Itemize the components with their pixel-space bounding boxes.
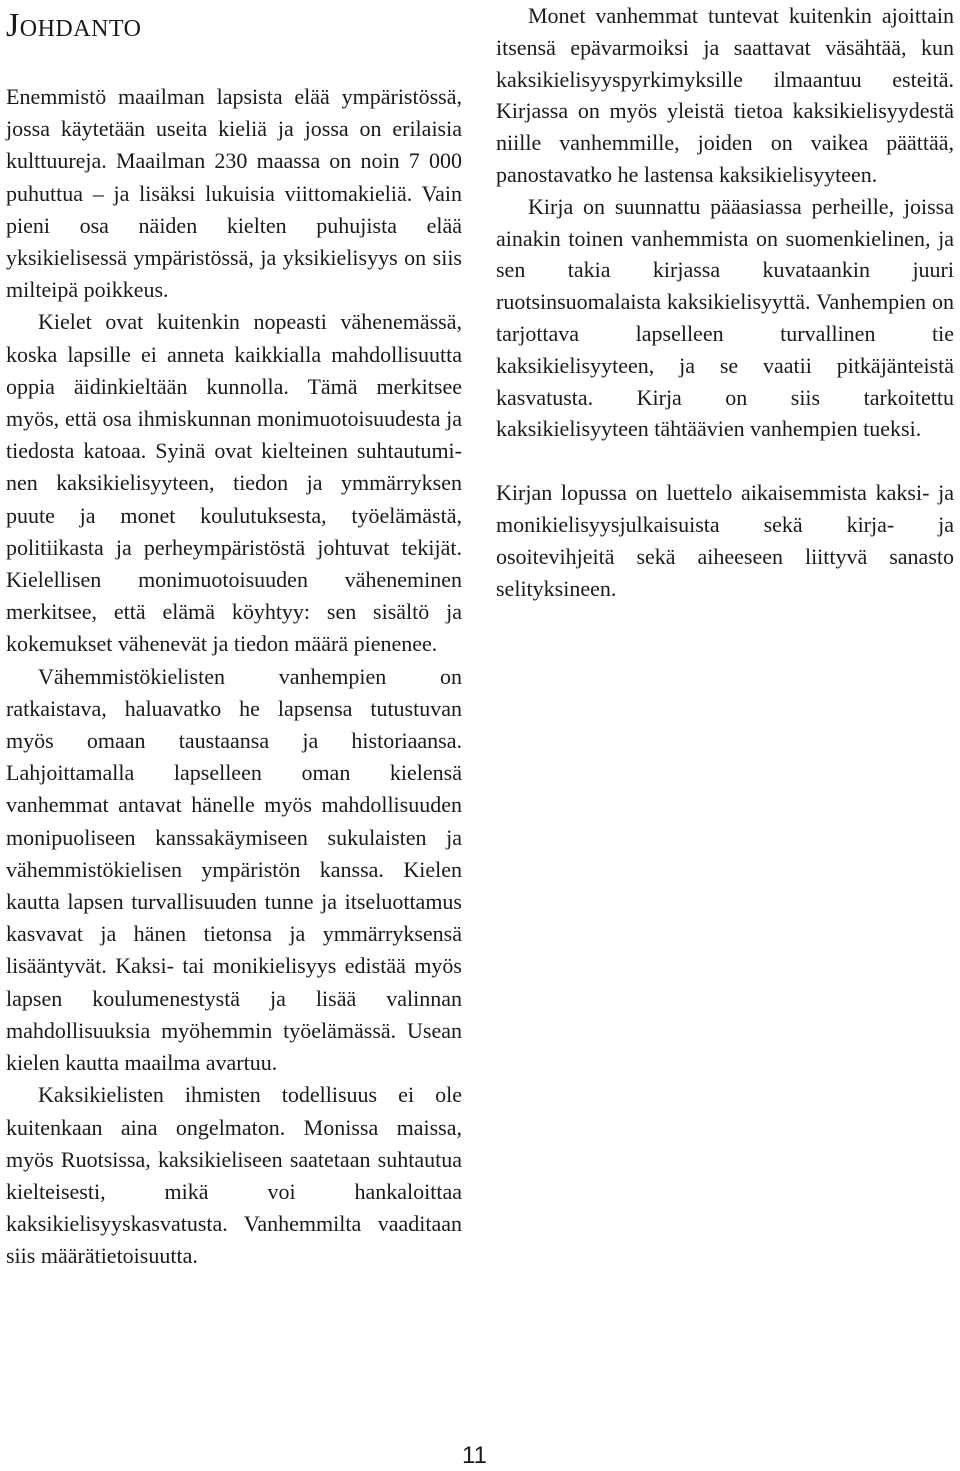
right-paragraph-3: Kirjan lopussa on luettelo aikaisemmista kaksi- ja monikielisyysjulkaisuista sekä kirja- ja osoitevihjeitä sekä aiheeseen liittyvä sanasto selityksineen.	[496, 480, 954, 601]
chapter-title	[6, 2, 462, 53]
right-paragraph-2: Kirja on suunnattu pääasiassa perheille, joissa ainakin toinen vanhemmista on suomenkielinen, ja sen takia kirjassa kuvataankin juuri ruotsinsuomalaista kaksikielisyyttä. Vanhempien on tarjottava lapselleen turvallinen tie kaksikielisyyteen, ja se vaatii pitkäjänteistä kasvatusta. Kirja on siis tarkoitettu kaksikielisyyteen tähtäävien vanhempien tueksi.	[496, 193, 954, 442]
chapter-title-initial: J	[6, 7, 20, 44]
left-paragraph-2: Kielet ovat kuitenkin nopeasti vähenemässä, koska lapsille ei anneta kaikkialla mahdollisuutta oppia äidinkieltään kunnolla. Tämä merkitsee myös, että osa ihmiskunnan monimuotoisuudesta ja tiedosta katoaa. Syinä ovat kielteinen suhtautuminen kaksikielisyyteen, tiedon ja ymmärryksen puute ja monet koulutuksesta, työelämästä, politiikasta ja perheympäristöstä johtuvat tekijät. Kielellisen monimuotoisuuden väheneminen merkitsee, että elämä köyhtyy: sen sisältö ja kokemukset vähenevät ja tiedon määrä pienenee.	[6, 309, 462, 657]
chapter-title-rest: OHDANTO	[19, 16, 142, 42]
title-spacer	[6, 53, 462, 81]
left-paragraph-3: Vähemmistökielisten vanhempien on ratkaistava, haluavatko he lapsensa tutustuvan myös omaan taustaansa ja historiaansa. Lahjoittamalla lapselleen oman kielensä vanhemmat antavat hänelle myös mahdollisuuden monipuoliseen kanssakäymiseen sukulaisten ja vähemmistökielisen ympäristön kanssa. Kielen kautta lapsen turvallisuuden tunne ja itseluottamus kasvavat ja hänen tietonsa ja ymmärryksensä lisääntyvät. Kaksi- tai monikielisyys edistää myös lapsen koulumenestystä ja lisää valinnan mahdollisuuksia myöhemmin työelämässä. Usean kielen kautta maailma avartuu.	[6, 663, 462, 1076]
page-number: 11	[462, 1442, 487, 1469]
left-paragraph-4: Kaksikielisten ihmisten todellisuus ei ole kuitenkaan aina ongelmaton. Monissa maissa, myös Ruotsissa, kaksikieliseen saatetaan suhtautua kielteisesti, mikä voi hankaloittaa kaksikielisyyskasvatusta. Vanhemmilta vaaditaan siis määrätietoisuutta.	[6, 1082, 462, 1269]
right-column	[496, 0, 954, 604]
right-paragraph-1: Monet vanhemmat tuntevat kuitenkin ajoittain itsensä epävarmoiksi ja saattavat väsähtää, kun kaksikielisyyspyrkimyksille ilmaantuu esteitä. Kirjassa on myös yleistä tietoa kaksikielisyydestä niille vanhemmille, joiden on vaikea päättää, panostavatko he lastensa kaksikielisyyteen.	[496, 3, 954, 187]
left-column	[6, 0, 462, 1273]
left-paragraph-1: Enemmistö maailman lapsista elää ympäristössä, jossa käytetään useita kieliä ja jossa on erilaisia kulttuureja. Maailman 230 maassa on noin 7 000 puhuttua – ja lisäksi lukuisia viittomakieliä. Vain pieni osa näiden kielten puhujista elää yksikielisessä ympäristössä, ja yksikielisyys on siis milteipä poikkeus.	[6, 84, 462, 303]
paragraph-gap	[496, 445, 954, 477]
